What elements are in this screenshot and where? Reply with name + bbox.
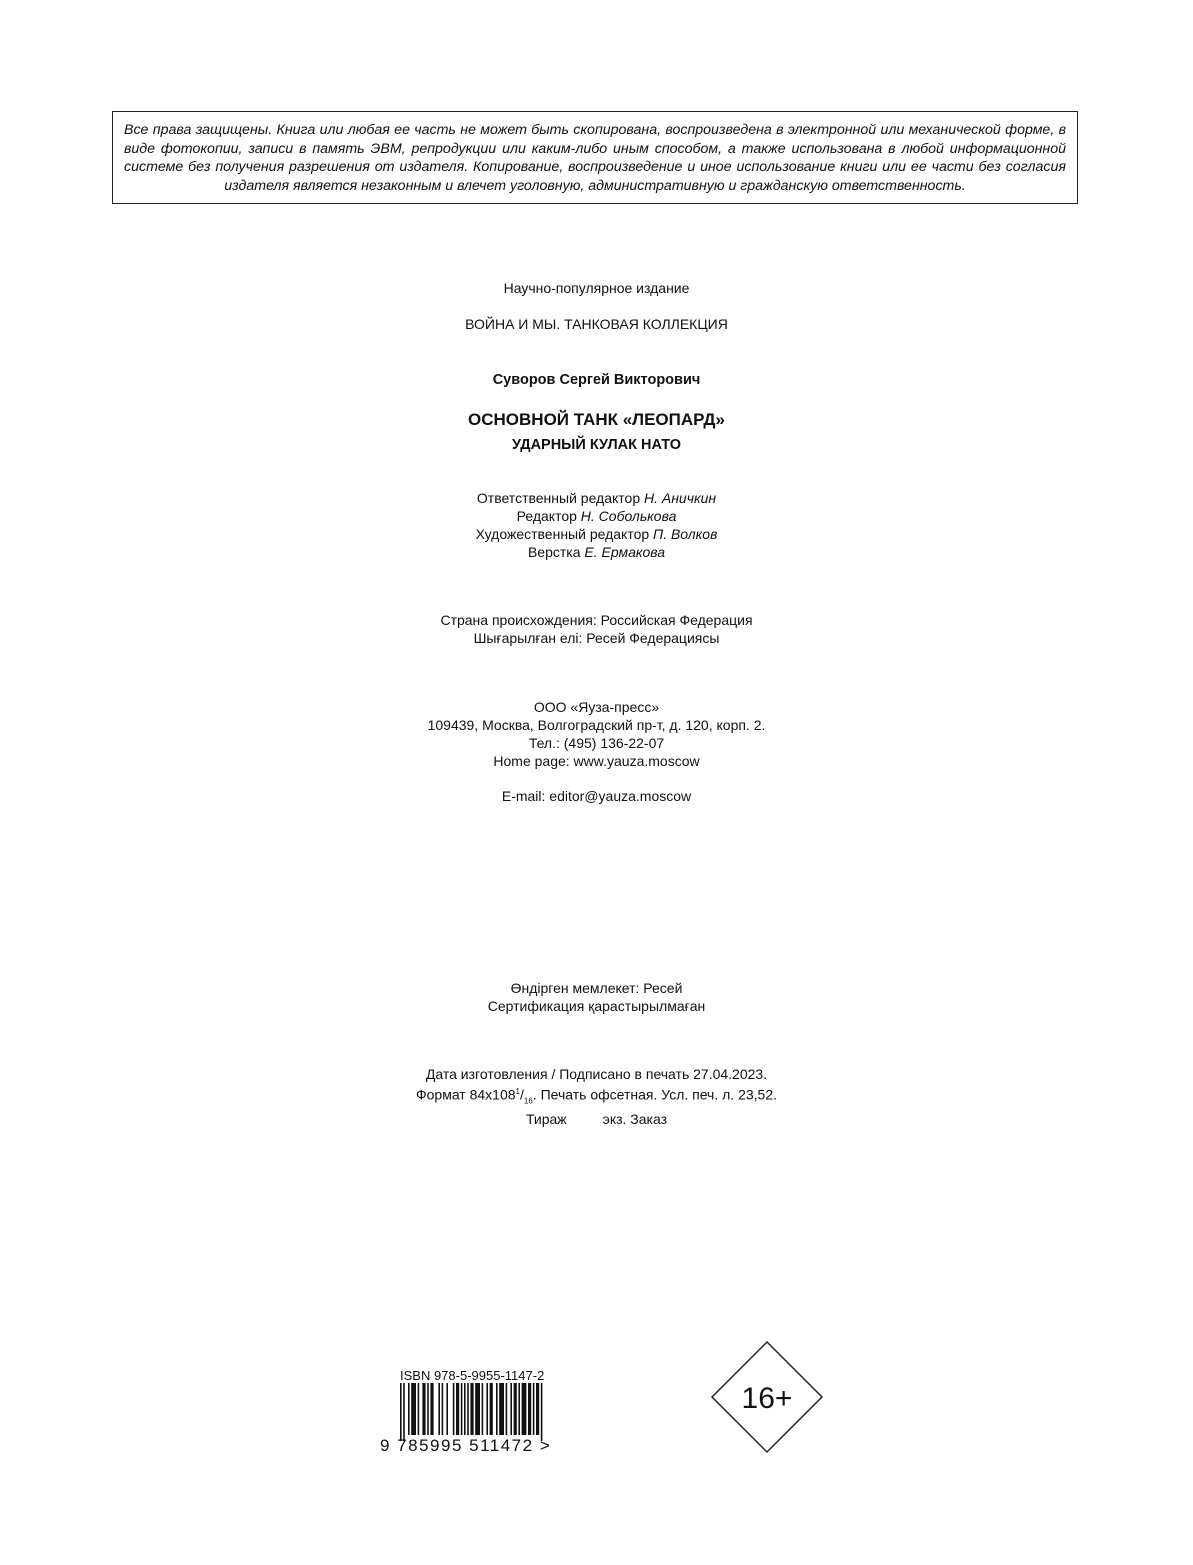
barcode-digits: 9 785995 511472 >: [380, 1436, 552, 1455]
format-suffix: . Печать офсетная. Усл. печ. л. 23,52.: [532, 1086, 777, 1103]
imprint-block: [0, 1065, 1193, 1128]
age-rating-diamond: [710, 1340, 824, 1454]
origin-kz: Шығарылған елі: Ресей Федерациясы: [473, 630, 720, 646]
format-fraction-den: 16: [523, 1096, 533, 1106]
origin-block: [0, 611, 1193, 647]
publisher-homepage: Home page: www.yauza.moscow: [493, 753, 700, 769]
publisher-block: [0, 698, 1193, 770]
producer-country: Өндірген мемлекет: Ресей: [510, 980, 683, 996]
credit-line-executive-editor: [0, 489, 1193, 507]
credit-role: Верстка: [527, 544, 585, 560]
age-rating-badge: [710, 1340, 824, 1459]
publisher-email: E-mail: editor@yauza.moscow: [501, 788, 692, 804]
copyright-notice-text: Все права защищены. Книга или любая ее часть не может быть скопирована, воспроизведена в электронной или механической форме, в виде фотокопии, записи в память ЭВМ, репродукции или каким-либо иным способом, а также использована в любой информационной системе без получения разрешения от издателя. Копирование, воспроизведение и иное использование книги или ее части без согласия издателя является незаконным и влечет уголовную, административную и гражданскую ответственность.: [124, 122, 1066, 194]
credit-name: П. Волков: [653, 526, 718, 542]
copyright-notice-box: [112, 111, 1078, 204]
credit-name: Е. Ермакова: [584, 544, 666, 560]
author-name: Суворов Сергей Викторович: [492, 372, 701, 388]
credit-name: Н. Аничкин: [644, 490, 717, 506]
credit-name: Н. Соболькова: [580, 508, 677, 524]
format-prefix: Формат 84х108: [415, 1086, 516, 1103]
series-title: ВОЙНА И МЫ. ТАНКОВАЯ КОЛЛЕКЦИЯ: [465, 316, 728, 332]
credit-role: Художественный редактор: [475, 526, 654, 542]
barcode-bars: [380, 1383, 560, 1443]
book-title: ОСНОВНОЙ ТАНК «ЛЕОПАРД»: [468, 410, 725, 429]
run-order-line: [0, 1110, 1193, 1128]
order-label: экз. Заказ: [602, 1111, 668, 1128]
credits-block: [0, 489, 1193, 561]
kz-notes: [0, 979, 1193, 1015]
format-fraction-num: 1: [515, 1087, 520, 1096]
isbn-label: ISBN 978-5-9955-1147-2: [400, 1368, 545, 1383]
publisher-name: ООО «Яуза-пресс»: [533, 699, 660, 715]
credit-line-layout: [0, 543, 1193, 561]
edition-type: Научно-популярное издание: [503, 280, 690, 296]
book-subtitle: УДАРНЫЙ КУЛАК НАТО: [511, 437, 682, 453]
publisher-phone: Тел.: (495) 136-22-07: [528, 735, 665, 751]
origin-ru: Страна происхождения: Российская Федерация: [440, 612, 753, 628]
credit-role: Ответственный редактор: [476, 490, 644, 506]
credit-role: Редактор: [516, 508, 581, 524]
publisher-address: 109439, Москва, Волгоградский пр-т, д. 120, корп. 2.: [427, 717, 766, 733]
age-rating-text: 16+: [741, 1382, 793, 1415]
credit-line-editor: [0, 507, 1193, 525]
print-date-line: Дата изготовления / Подписано в печать 27.04.2023.: [425, 1066, 768, 1082]
certification-note: Сертификация қарастырылмаған: [487, 998, 706, 1014]
credit-line-art-editor: [0, 525, 1193, 543]
format-line: Формат $84х108^1/_{16}$. Печать офсетная. Усл. печ. л. 23,52.: [415, 1086, 777, 1106]
run-label: Тираж: [525, 1111, 567, 1128]
